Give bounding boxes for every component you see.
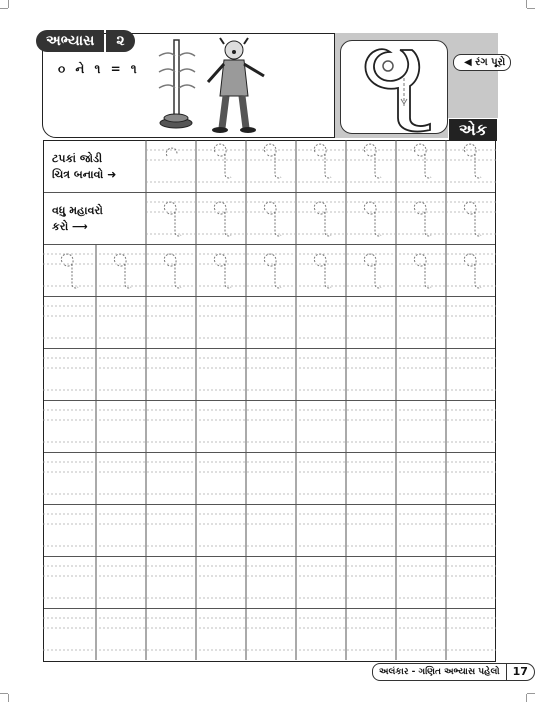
trace-digit	[314, 254, 331, 288]
trace-digit	[264, 254, 281, 288]
crop-mark	[526, 0, 527, 8]
crop-mark	[527, 693, 535, 694]
crop-mark	[8, 694, 9, 702]
digit-one-outline	[360, 44, 440, 134]
digit-word-label: એક	[448, 118, 498, 142]
trace-digit	[214, 144, 231, 178]
trace-digit	[364, 254, 381, 288]
crop-mark	[0, 8, 8, 9]
abacus-illustration	[155, 38, 200, 136]
trace-digit	[264, 144, 281, 178]
exercise-number: ૨	[106, 30, 134, 52]
trace-digit	[264, 202, 281, 236]
trace-digit	[164, 254, 181, 288]
color-instruction-text: રંગ પૂરો	[475, 57, 506, 68]
dot-join-label-line1: ટપકાં જોડી	[52, 152, 103, 165]
trace-digit	[314, 144, 331, 178]
crop-mark	[526, 694, 527, 702]
practice-label-line2-text: કરો	[52, 220, 69, 233]
crop-mark	[8, 0, 9, 8]
trace-digit	[61, 254, 78, 288]
trace-digit	[114, 254, 131, 288]
partial-trace-digit	[166, 148, 177, 156]
crop-mark	[0, 693, 8, 694]
dot-join-label-line2-text: ચિત્ર બનાવો	[52, 168, 104, 181]
trace-digit	[464, 202, 481, 236]
clown-illustration	[202, 36, 272, 136]
trace-digit	[164, 202, 181, 236]
trace-digit	[464, 254, 481, 288]
trace-digit	[214, 202, 231, 236]
trace-digit	[414, 254, 431, 288]
exercise-title: અભ્યાસ	[36, 30, 104, 52]
trace-digit	[314, 202, 331, 236]
crop-mark	[527, 8, 535, 9]
grid-overlay	[43, 140, 496, 662]
long-arrow-icon: ⟶	[72, 220, 88, 233]
page-number: 17	[506, 663, 535, 681]
book-title: અલંકાર - ગણિત અભ્યાસ પહેલો	[372, 663, 507, 681]
trace-digit	[414, 144, 431, 178]
equation-text: ૦ ને ૧ = ૧	[58, 62, 140, 76]
footer	[372, 663, 535, 681]
trace-digit	[364, 202, 381, 236]
exercise-badge	[36, 30, 135, 52]
trace-digit	[214, 254, 231, 288]
practice-label-line1: વધુ મહાવરો	[52, 204, 103, 217]
arrow-right-icon: ➜	[107, 168, 117, 181]
trace-digit	[364, 144, 381, 178]
trace-digit	[464, 144, 481, 178]
trace-digit	[414, 202, 431, 236]
color-instruction-tag: ◀ રંગ પૂરો	[453, 54, 511, 71]
